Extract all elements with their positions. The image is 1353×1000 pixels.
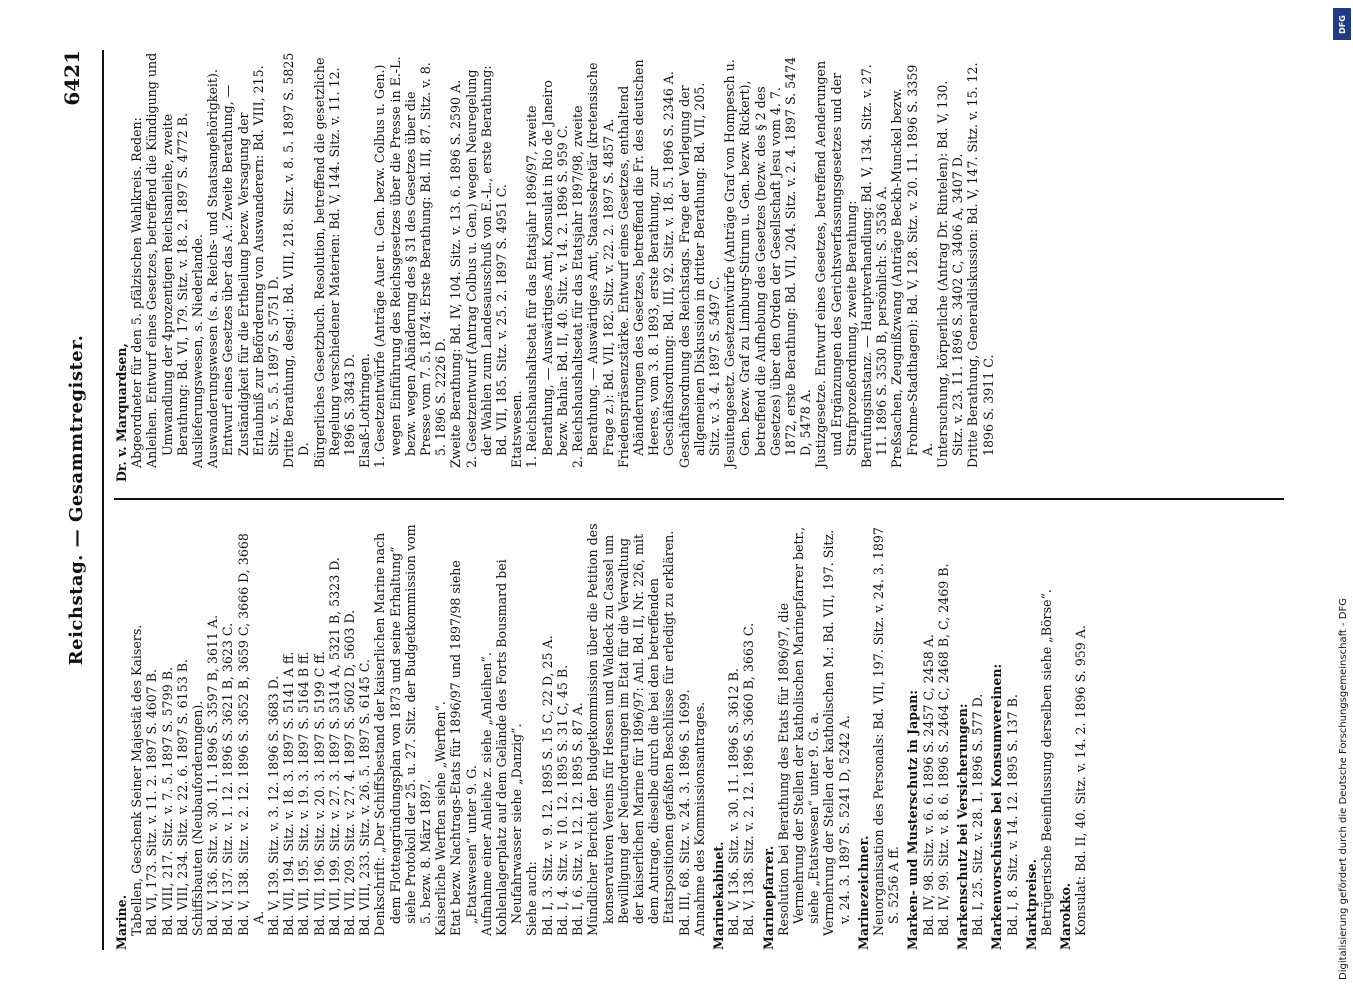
entry-line: Bd. VI, 173. Sitz. v. 11. 2. 1897 S. 4607 B. <box>144 668 160 936</box>
entry-line: Preßsachen, Zeugnißzwang (Anträge Beckh-Munckel bezw. Frohme-Stadthagen): Bd. V, 128. Sitz. v. 20. 11. 1896 S. 3359 A. <box>889 64 935 468</box>
entry-heading: Marken- und Musterschutz in Japan: <box>905 689 921 950</box>
digitization-note: Digitalisierung gefördert durch die Deutsche Forschungsgemeinschaft - DFG <box>1338 597 1349 980</box>
entry-heading: Marktpreise. <box>1023 858 1039 950</box>
entry-line: Justizgesetze. Entwurf eines Gesetzes, betreffend Aenderungen und Ergänzungen des Gerichtsverfassungsgesetzes und der Strafprozeßordnung, zweite Berathung: <box>813 60 859 468</box>
entry-line: Bd. VII, 195. Sitz. v. 19. 3. 1897 S. 5164 B ff. <box>296 651 312 936</box>
entry-line: Bd. V, 137. Sitz. v. 1. 12. 1896 S. 3621 B, 3623 C. <box>220 622 236 936</box>
entry-line: Bd. III, 68. Sitz. v. 24. 3. 1896 S. 1699. <box>676 689 692 936</box>
entry-line: Zweite Berathung: Bd. IV, 104. Sitz. v. 13. 6. 1896 S. 2590 A. <box>448 79 464 468</box>
entry-heading: Markenschutz bei Versicherungen: <box>954 703 970 950</box>
dfg-logo: DFG <box>1333 8 1351 40</box>
entry-line: Denkschrift: „Der Schiffsbestand der kaiserlichen Marine nach dem Flottengründungsplan von 1873 und seine Erhaltung“ siehe Protokoll der 25. u. 27. Sitz. der Budgetkommission vom 5. bezw. 8. März 1897. <box>372 524 434 936</box>
register-entry <box>905 520 951 950</box>
running-header <box>56 50 96 950</box>
entry-line: Berufungsinstanz. — Hauptverhandlung: Bd. V, 134. Sitz. v. 27. 11. 1896 S. 3530 B, persönlich: S. 3536 A. <box>858 64 890 468</box>
register-entry <box>856 520 902 950</box>
register-entry <box>114 520 707 950</box>
entry-line: Bd. VIII, 234. Sitz. v. 22. 6. 1897 S. 6153 B. <box>174 659 190 936</box>
rotated-sheet <box>56 50 1296 950</box>
entry-line: Neuorganisation des Personals: Bd. VII, 197. Sitz. v. 24. 3. 1897 S. 5256 A ff. <box>870 527 902 936</box>
entry-line: Bd. VII, 209. Sitz. v. 27. 4. 1897 S. 5602 D, 5603 D. <box>342 609 358 936</box>
entry-line: 1. Gesetzentwürfe (Anträge Auer u. Gen. bezw. Colbus u. Gen.) wegen Einführung des Reichsgesetzes über die Presse in E.-L. bezw. wegen Abänderung des § 31 des Gesetzes über die Presse vom 7. 5. 1874: Erste Berathung: Bd. III, 87. Sitz. v. 8. 5. 1896 S. 2226 D. <box>372 56 449 468</box>
entry-heading: Markenvorschüsse bei Konsumvereinen: <box>989 663 1005 950</box>
entry-line: Bd. IV, 98. Sitz. v. 6. 6. 1896 S. 2457 C, 2458 A. <box>920 634 936 936</box>
right-column <box>114 52 1284 482</box>
register-entry <box>989 520 1019 950</box>
entry-line: Auslieferungswesen, s. Niederlande. <box>190 234 206 468</box>
entry-line: Elsaß-Lothringen. <box>357 353 373 468</box>
entry-line: Friedenspräsenzstärke. Entwurf eines Gesetzes, enthaltend Abänderungen des Gesetzes, betreffend die Fr. des deutschen Heeres, vom 3. 8. 1893, erste Berathung, zur Geschäftsordnung: Bd. III, 92. Sitz. v. 18. 5. 1896 S. 2346 A. <box>615 59 677 468</box>
entry-line: Schiffsbauten (Neubauforderungen). <box>190 700 206 936</box>
register-entry <box>1024 520 1054 950</box>
register-entry <box>1058 520 1088 950</box>
left-column <box>114 520 1284 950</box>
entry-line: Bd. V, 136. Sitz. v. 30. 11. 1896 S. 3597 B, 3611 A. <box>205 614 221 936</box>
entry-line: Untersuchung, körperliche (Antrag Dr. Rintelen): Bd. V, 130. Sitz. v. 23. 11. 1896 S. 3402 C, 3406 A, 3407 D. <box>934 80 966 468</box>
entry-line: Bd. I, 25. Sitz. v. 28. 1. 1896 S. 577 D. <box>970 693 986 936</box>
entry-line: Jesuitengesetz. Gesetzentwürfe (Anträge Graf von Hompesch u. Gen. bezw. Graf zu Limburg-Stirum u. Gen. bezw. Rickert), betreffend die Aufhebung des Gesetzes (bezw. des § 2 des Gesetzes) über den Orden der Gesellschaft Jesu vom 4. 7. 1872, erste Berathung: Bd. VII, 204. Sitz. v. 2. 4. 1897 S. 5474 D, 5478 A. <box>722 56 814 468</box>
entry-line: Abgeordneter für den 5. pfälzischen Wahlkreis. Reden: <box>129 117 145 468</box>
entry-heading: Dr. v. Marquardsen, <box>114 343 129 482</box>
entry-line: Konsulat: Bd. II, 40. Sitz. v. 14. 2. 1896 S. 959 A. <box>1073 625 1089 936</box>
entry-line: Bd. I, 4. Sitz. v. 10. 12. 1895 S. 31 C, 45 B. <box>554 664 570 936</box>
entry-line: 2. Gesetzentwurf (Antrag Colbus u. Gen.) wegen Neuregelung der Wahlen zum Landesausschuß von E.-L., erste Berathung: Bd. VII, 185. Sitz. v. 25. 2. 1897 S. 4951 C. <box>463 65 510 468</box>
entry-line: Dritte Berathung, desgl.: Bd. VIII, 218. Sitz. v. 8. 5. 1897 S. 5825 D. <box>281 52 312 468</box>
register-entry <box>761 520 852 950</box>
register-entry <box>114 52 996 482</box>
entry-line: Bd. VIII, 233. Sitz. v. 26. 5. 1897 S. 6145 C. <box>357 659 373 936</box>
entry-line: Bürgerliches Gesetzbuch. Resolution, betreffend die gesetzliche Regelung verschiedener Materien: Bd. V, 144. Sitz. v. 11. 12. 1896 S. 3843 D. <box>311 57 358 468</box>
entry-line: Bd. VII, 196. Sitz. v. 20. 3. 1897 S. 5199 C ff. <box>311 651 327 936</box>
entry-heading: Marinekabinet. <box>710 841 726 950</box>
entry-line: Bd. VII, 199. Sitz. v. 27. 3. 1897 S. 5314 A, 5321 B, 5323 D. <box>326 557 342 936</box>
entry-line: Aufnahme einer Anleihe z. siehe „Anleihen“. <box>478 652 494 936</box>
entry-line: Bd. VIII, 217. Sitz. v. 7. 5. 1897 S. 5799 B. <box>159 667 175 936</box>
entry-line: Auswanderungswesen (s. a. Reichs- und Staatsangehörigkeit). Entwurf eines Gesetzes über das A.: Zweite Berathung, — Zuständigkeit für die Ertheilung bezw. Versagung der Erlaubniß zur Beförderung von Auswanderern: Bd. VIII, 215. Sitz. v. 5. 5. 1897 S. 5751 D. <box>205 65 282 468</box>
entry-line: Kohlenlagerplatz auf dem Gelände des Forts Bousmard bei Neufahrwasser siehe „Danzig“. <box>494 559 525 936</box>
entry-line: Bd. VII, 194. Sitz. v. 18. 3. 1897 S. 5141 A ff. <box>281 651 297 936</box>
entry-line: Bd. V, 138. Sitz. v. 2. 12. 1896 S. 3660 B, 3663 C. <box>741 622 757 936</box>
entry-line: Dritte Berathung, Generaldiskussion: Bd. V, 147. Sitz. v. 15. 12. 1896 S. 3911 C. <box>965 62 996 468</box>
column-divider <box>114 498 1284 500</box>
entry-line: Kaiserliche Werften siehe „Werften“. <box>433 701 449 936</box>
entry-line: Mündlicher Bericht der Budgetkommission über die Petition des konservativen Vereins für Hessen und Waldeck zu Cassel um Bewilligung der Neuforderungen im Etat für die Verwaltung der kaiserlichen Marine für 1896/97: Anl. Bd. II, Nr. 226, mit dem Antrage, dieselbe durch die bei den betreffenden Etatspositionen gefaßten Beschlüsse für erledigt zu erklären. <box>585 523 677 936</box>
entry-heading: Marine. <box>114 894 129 950</box>
entry-line: Bd. V, 136. Sitz. v. 30. 11. 1896 S. 3612 B. <box>726 668 742 936</box>
entry-line: Resolution bei Berathung des Etats für 1896/97, die Vermehrung der Stellen der katholischen Marinepfarrer betr., siehe „Etatswesen“ unter 9. G. a. <box>775 526 822 936</box>
margin-strip <box>1327 0 1353 1000</box>
entry-line: Bd. I, 3. Sitz. v. 9. 12. 1895 S. 15 C, 22 D, 25 A. <box>539 635 555 936</box>
entry-heading: Marokko. <box>1058 882 1074 950</box>
entry-heading: Marinezeichner. <box>855 835 871 950</box>
entry-line: 2. Reichshaushaltsetat für das Etatsjahr 1897/98, zweite Berathung. — Auswärtiges Amt, Staatssekretär (kretensische Frage z.): Bd. VII, 182. Sitz. v. 22. 2. 1897 S. 4857 A. <box>570 62 616 468</box>
entry-line: Bd. I, 6. Sitz. v. 12. 12. 1895 S. 87 A. <box>570 702 586 936</box>
register-entry <box>955 520 985 950</box>
entry-line: Bd. V, 138. Sitz. v. 2. 12. 1896 S. 3652 B, 3659 C, 3666 D, 3668 A. <box>235 533 266 936</box>
entry-line: 1. Reichshaushaltsetat für das Etatsjahr 1896/97, zweite Berathung, — Auswärtiges Amt, Konsulat in Rio de Janeiro bezw. Bahia: Bd. II, 40. Sitz. v. 14. 2. 1896 S. 959 C. <box>524 80 570 468</box>
entry-line: Etat bezw. Nachtrags-Etats für 1896/97 und 1897/98 siehe „Etatswesen“ unter 9. G. <box>448 560 479 936</box>
header-title: Reichstag. — Gesammtregister. <box>65 334 87 666</box>
page-number: 6421 <box>60 50 84 106</box>
entry-line: Etatswesen. <box>509 390 525 468</box>
entry-line: Tabellen, Geschenk Seiner Majestät des Kaisers. <box>129 624 145 936</box>
entry-line: Vermehrung der Stellen der katholischen M.: Bd. VII, 197. Sitz. v. 24. 3. 1897 S. 5241 D, 5242 A. <box>821 529 852 936</box>
register-entry <box>711 520 757 950</box>
entry-line: Geschäftsordnung des Reichstags. Frage der Verlegung der allgemeinen Diskussion in dritter Berathung: Bd. VII, 205. Sitz. v. 3. 4. 1897 S. 5497 C. <box>676 82 722 468</box>
entry-line: Annahme des Kommissionsantrages. <box>691 701 707 936</box>
entry-line: Bd. V, 139. Sitz. v. 3. 12. 1896 S. 3683 D. <box>266 675 282 936</box>
entry-line: Bd. I, 8. Sitz. v. 14. 12. 1895 S. 137 B. <box>1004 694 1020 936</box>
header-rule <box>102 50 104 950</box>
entry-line: Anleihen. Entwurf eines Gesetzes, betreffend die Kündigung und Umwandlung der 4prozentigen Reichsanleihe, zweite Berathung: Bd. VI, 179. Sitz. v. 18. 2. 1897 S. 4772 B. <box>144 52 190 468</box>
entry-line: Siehe auch: <box>524 861 540 936</box>
entry-line: Bd. IV, 99. Sitz. v. 8. 6. 1896 S. 2464 C, 2468 B, C, 2469 B. <box>935 563 951 936</box>
entry-line: Betrügerische Beeinflussung derselben siehe „Börse“. <box>1038 589 1054 936</box>
entry-heading: Marinepfarrer. <box>760 845 776 950</box>
